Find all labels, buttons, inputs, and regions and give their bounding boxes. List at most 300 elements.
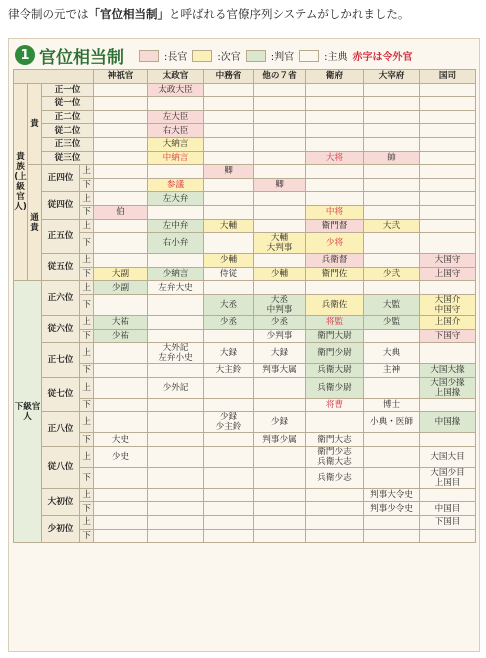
office-cell	[148, 467, 204, 488]
office-cell	[204, 467, 254, 488]
office-cell	[420, 151, 476, 165]
office-cell	[204, 151, 254, 165]
office-cell	[204, 433, 254, 447]
office-cell	[254, 488, 306, 502]
office-cell: 卿	[204, 165, 254, 179]
office-cell	[254, 192, 306, 206]
office-cell	[364, 110, 420, 124]
column-header: 神祇官	[94, 70, 148, 84]
office-cell	[254, 151, 306, 165]
office-cell	[148, 97, 204, 111]
rank-subgrade: 上	[80, 446, 94, 467]
office-cell	[420, 205, 476, 219]
office-cell	[254, 254, 306, 268]
office-cell	[364, 192, 420, 206]
office-cell	[306, 124, 364, 138]
office-cell	[94, 97, 148, 111]
rank-subgrade: 下	[80, 233, 94, 254]
figure-title: 官位相当制	[39, 47, 124, 68]
rank-label: 従八位	[42, 446, 80, 488]
office-cell: 少輔	[254, 267, 306, 281]
table-row	[14, 412, 476, 433]
rank-subgrade: 下	[80, 205, 94, 219]
office-cell: 大国守	[420, 254, 476, 268]
rank-label: 従二位	[42, 124, 94, 138]
office-cell: 大録	[254, 343, 306, 364]
table-row	[14, 83, 476, 97]
rank-label: 正七位	[42, 343, 80, 378]
office-cell	[254, 398, 306, 412]
office-cell	[420, 165, 476, 179]
office-cell: 少録 少主鈴	[204, 412, 254, 433]
column-header: 国司	[420, 70, 476, 84]
office-cell: 参議	[148, 178, 204, 192]
office-cell	[94, 83, 148, 97]
office-cell	[364, 205, 420, 219]
table-row	[14, 343, 476, 364]
office-cell	[148, 412, 204, 433]
table-row	[14, 398, 476, 412]
header-corner	[14, 70, 94, 84]
office-cell: 大国介 中国守	[420, 294, 476, 315]
legend-label-han: :判官	[270, 52, 295, 63]
table-row	[14, 137, 476, 151]
office-cell: 衛門少志 兵衛大志	[306, 446, 364, 467]
rank-subgrade: 上	[80, 165, 94, 179]
column-header: 大宰府	[364, 70, 420, 84]
office-cell: 少監	[364, 315, 420, 329]
office-cell: 衛門督	[306, 219, 364, 233]
rank-subgrade: 上	[80, 343, 94, 364]
rank-subgrade: 上	[80, 315, 94, 329]
office-cell: 少判事	[254, 329, 306, 343]
office-cell: 大納言	[148, 137, 204, 151]
office-cell	[254, 219, 306, 233]
office-cell: 大典	[364, 343, 420, 364]
office-cell	[94, 151, 148, 165]
legend-note: 赤字は令外官	[352, 52, 413, 63]
table-row	[14, 433, 476, 447]
rank-subgrade: 下	[80, 178, 94, 192]
office-cell	[254, 97, 306, 111]
rank-label: 正一位	[42, 83, 94, 97]
office-cell	[306, 412, 364, 433]
office-cell: 少納言	[148, 267, 204, 281]
office-cell: 大祐	[94, 315, 148, 329]
table-row	[14, 377, 476, 398]
office-cell	[364, 124, 420, 138]
office-cell: 少外記	[148, 377, 204, 398]
rank-subgrade: 下	[80, 398, 94, 412]
rank-label: 従五位	[42, 254, 80, 281]
rank-label: 従三位	[42, 151, 94, 165]
office-cell	[148, 254, 204, 268]
office-cell	[420, 219, 476, 233]
table-row	[14, 488, 476, 502]
office-cell: 右大臣	[148, 124, 204, 138]
table-row	[14, 97, 476, 111]
table-row	[14, 315, 476, 329]
office-cell	[420, 281, 476, 295]
office-cell: 少丞	[204, 315, 254, 329]
table-row	[14, 267, 476, 281]
office-cell	[254, 281, 306, 295]
office-cell	[204, 529, 254, 543]
office-cell: 右小弁	[148, 233, 204, 254]
rank-subgrade: 下	[80, 467, 94, 488]
office-cell	[306, 488, 364, 502]
office-cell	[420, 83, 476, 97]
office-cell	[364, 516, 420, 530]
office-cell	[254, 446, 306, 467]
caption	[8, 6, 480, 22]
table-row	[14, 529, 476, 543]
table-row	[14, 446, 476, 467]
office-cell	[204, 377, 254, 398]
office-cell	[364, 467, 420, 488]
office-cell: 中国掾	[420, 412, 476, 433]
office-cell	[420, 192, 476, 206]
office-cell	[148, 488, 204, 502]
office-cell	[94, 110, 148, 124]
office-cell: 大国大目	[420, 446, 476, 467]
rank-subgrade: 上	[80, 516, 94, 530]
office-cell	[306, 529, 364, 543]
office-cell: 大輔	[204, 219, 254, 233]
office-cell	[204, 124, 254, 138]
office-cell: 伯	[94, 205, 148, 219]
rank-subgrade: 下	[80, 433, 94, 447]
office-cell: 衛門佐	[306, 267, 364, 281]
table-row	[14, 329, 476, 343]
group-tsuki: 通貴	[28, 165, 42, 281]
office-cell	[364, 446, 420, 467]
office-cell	[94, 233, 148, 254]
office-cell: 大史	[94, 433, 148, 447]
office-cell	[204, 488, 254, 502]
figure	[8, 38, 480, 652]
group-kakyu: 下級官人	[14, 281, 42, 543]
office-cell	[420, 233, 476, 254]
office-cell	[420, 124, 476, 138]
office-cell	[148, 398, 204, 412]
office-cell	[254, 110, 306, 124]
rank-label: 少初位	[42, 516, 80, 543]
office-cell: 少副	[94, 281, 148, 295]
office-cell: 左大臣	[148, 110, 204, 124]
office-cell	[254, 529, 306, 543]
rank-table	[13, 69, 476, 543]
office-cell	[254, 467, 306, 488]
office-cell	[420, 488, 476, 502]
caption-before: 律令制の元では	[8, 7, 89, 21]
table-row	[14, 502, 476, 516]
legend-swatch-cho	[139, 50, 159, 62]
rank-subgrade: 上	[80, 281, 94, 295]
legend	[139, 48, 413, 63]
office-cell: 卿	[254, 178, 306, 192]
office-cell	[364, 254, 420, 268]
office-cell	[420, 137, 476, 151]
rank-subgrade: 下	[80, 364, 94, 378]
office-cell: 兵衛大尉	[306, 364, 364, 378]
office-cell	[94, 219, 148, 233]
office-cell	[204, 516, 254, 530]
office-cell	[420, 398, 476, 412]
rank-subgrade: 上	[80, 412, 94, 433]
office-cell	[364, 137, 420, 151]
table-row	[14, 254, 476, 268]
office-cell: 大国少掾 上国掾	[420, 377, 476, 398]
office-cell	[420, 343, 476, 364]
office-cell	[148, 529, 204, 543]
office-cell: 将曹	[306, 398, 364, 412]
table-row	[14, 516, 476, 530]
office-cell: 大録	[204, 343, 254, 364]
table-row	[14, 219, 476, 233]
table-row	[14, 165, 476, 179]
table-row	[14, 281, 476, 295]
office-cell: 大丞	[204, 294, 254, 315]
rank-subgrade: 下	[80, 267, 94, 281]
office-cell: 小典・医師	[364, 412, 420, 433]
legend-label-ji: :次官	[217, 52, 241, 63]
office-cell	[306, 516, 364, 530]
office-cell	[94, 377, 148, 398]
office-cell: 大輔 大判事	[254, 233, 306, 254]
office-cell: 大主鈴	[204, 364, 254, 378]
office-cell	[204, 281, 254, 295]
group-kizoku: 貴族(上級官人)	[14, 83, 28, 281]
rank-label: 大初位	[42, 488, 80, 515]
office-cell: 主神	[364, 364, 420, 378]
office-cell: 判事少属	[254, 433, 306, 447]
office-cell: 中納言	[148, 151, 204, 165]
office-cell: 判事少令史	[364, 502, 420, 516]
office-cell	[148, 329, 204, 343]
office-cell	[364, 165, 420, 179]
office-cell: 大外記 左弁小史	[148, 343, 204, 364]
office-cell	[204, 205, 254, 219]
office-cell	[94, 529, 148, 543]
office-cell: 少弐	[364, 267, 420, 281]
office-cell: 左中弁	[148, 219, 204, 233]
office-cell: 兵衛督	[306, 254, 364, 268]
rank-subgrade: 上	[80, 254, 94, 268]
legend-label-cho: :長官	[164, 52, 188, 63]
office-cell	[148, 205, 204, 219]
table-row	[14, 192, 476, 206]
office-cell	[420, 178, 476, 192]
office-cell: 大国少目 上国目	[420, 467, 476, 488]
office-cell: 太政大臣	[148, 83, 204, 97]
office-cell	[254, 502, 306, 516]
office-cell	[254, 516, 306, 530]
office-cell	[94, 294, 148, 315]
office-cell	[94, 178, 148, 192]
office-cell	[204, 329, 254, 343]
table-row	[14, 110, 476, 124]
office-cell: 大将	[306, 151, 364, 165]
office-cell	[306, 502, 364, 516]
rank-label: 正五位	[42, 219, 80, 254]
office-cell	[254, 165, 306, 179]
office-cell	[306, 97, 364, 111]
group-ki: 貴	[28, 83, 42, 165]
table-row	[14, 294, 476, 315]
office-cell	[364, 529, 420, 543]
office-cell	[94, 467, 148, 488]
rank-label: 従一位	[42, 97, 94, 111]
office-cell	[420, 110, 476, 124]
column-header: 中務省	[204, 70, 254, 84]
office-cell	[148, 294, 204, 315]
office-cell	[364, 329, 420, 343]
office-cell	[254, 377, 306, 398]
office-cell	[364, 83, 420, 97]
office-cell	[364, 433, 420, 447]
office-cell	[306, 281, 364, 295]
office-cell	[94, 398, 148, 412]
office-cell	[306, 83, 364, 97]
office-cell	[94, 516, 148, 530]
office-cell	[148, 516, 204, 530]
office-cell	[420, 97, 476, 111]
office-cell	[364, 97, 420, 111]
rank-subgrade: 下	[80, 529, 94, 543]
office-cell	[306, 178, 364, 192]
office-cell	[148, 315, 204, 329]
rank-label: 正八位	[42, 412, 80, 447]
office-cell	[94, 343, 148, 364]
office-cell: 大丞 中判事	[254, 294, 306, 315]
office-cell	[306, 110, 364, 124]
rank-subgrade: 下	[80, 502, 94, 516]
office-cell	[204, 178, 254, 192]
office-cell	[204, 97, 254, 111]
office-cell	[94, 488, 148, 502]
table-row	[14, 178, 476, 192]
rank-label: 従四位	[42, 192, 80, 219]
office-cell	[204, 502, 254, 516]
legend-swatch-shu	[299, 50, 319, 62]
column-header: 他の７省	[254, 70, 306, 84]
office-cell: 少将	[306, 233, 364, 254]
office-cell	[254, 124, 306, 138]
caption-strong: 「官位相当制」	[88, 7, 169, 21]
office-cell: 大弐	[364, 219, 420, 233]
office-cell: 大監	[364, 294, 420, 315]
office-cell	[420, 433, 476, 447]
office-cell: 下国守	[420, 329, 476, 343]
table-row	[14, 233, 476, 254]
office-cell: 博士	[364, 398, 420, 412]
office-cell: 兵衛少尉	[306, 377, 364, 398]
office-cell: 衛門大志	[306, 433, 364, 447]
table-row	[14, 467, 476, 488]
office-cell	[94, 137, 148, 151]
office-cell	[204, 137, 254, 151]
rank-subgrade: 上	[80, 377, 94, 398]
office-cell	[364, 281, 420, 295]
office-cell	[94, 412, 148, 433]
office-cell	[420, 529, 476, 543]
office-cell	[364, 233, 420, 254]
office-cell: 少史	[94, 446, 148, 467]
office-cell: 判事大属	[254, 364, 306, 378]
office-cell: 兵衛少志	[306, 467, 364, 488]
office-cell	[306, 192, 364, 206]
office-cell: 左弁大史	[148, 281, 204, 295]
figure-number-badge: 1	[15, 45, 35, 65]
office-cell: 中国目	[420, 502, 476, 516]
office-cell: 帥	[364, 151, 420, 165]
office-cell	[306, 165, 364, 179]
rank-label: 正六位	[42, 281, 80, 316]
legend-label-shu: :主典	[324, 52, 348, 63]
rank-subgrade: 上	[80, 488, 94, 502]
rank-label: 正二位	[42, 110, 94, 124]
column-header: 太政官	[148, 70, 204, 84]
office-cell	[94, 254, 148, 268]
table-row	[14, 205, 476, 219]
office-cell: 少録	[254, 412, 306, 433]
office-cell: 侍従	[204, 267, 254, 281]
office-cell: 大副	[94, 267, 148, 281]
rank-subgrade: 上	[80, 219, 94, 233]
office-cell: 中将	[306, 205, 364, 219]
office-cell	[148, 433, 204, 447]
table-row	[14, 364, 476, 378]
caption-after: と呼ばれる官僚序列システムがしかれました。	[169, 7, 410, 21]
office-cell	[204, 446, 254, 467]
office-cell: 下国目	[420, 516, 476, 530]
office-cell	[94, 502, 148, 516]
office-cell	[204, 110, 254, 124]
office-cell	[204, 83, 254, 97]
office-cell	[148, 165, 204, 179]
rank-label: 従七位	[42, 377, 80, 412]
rank-subgrade: 下	[80, 329, 94, 343]
office-cell: 少祐	[94, 329, 148, 343]
office-cell	[364, 377, 420, 398]
office-cell	[204, 398, 254, 412]
office-cell	[148, 364, 204, 378]
office-cell	[254, 83, 306, 97]
legend-swatch-han	[246, 50, 266, 62]
figure-title-row	[15, 43, 124, 67]
office-cell	[94, 364, 148, 378]
office-cell	[148, 446, 204, 467]
rank-label: 従六位	[42, 315, 80, 342]
office-cell: 将監	[306, 315, 364, 329]
office-cell	[204, 233, 254, 254]
office-cell: 判事大令史	[364, 488, 420, 502]
rank-subgrade: 下	[80, 294, 94, 315]
table-row	[14, 151, 476, 165]
office-cell: 衛門少尉	[306, 343, 364, 364]
rank-subgrade: 上	[80, 192, 94, 206]
office-cell: 衛門大尉	[306, 329, 364, 343]
office-cell	[254, 137, 306, 151]
office-cell	[94, 124, 148, 138]
office-cell: 兵衛佐	[306, 294, 364, 315]
office-cell: 少丞	[254, 315, 306, 329]
office-cell: 上国守	[420, 267, 476, 281]
office-cell: 上国介	[420, 315, 476, 329]
rank-label: 正三位	[42, 137, 94, 151]
office-cell: 少輔	[204, 254, 254, 268]
